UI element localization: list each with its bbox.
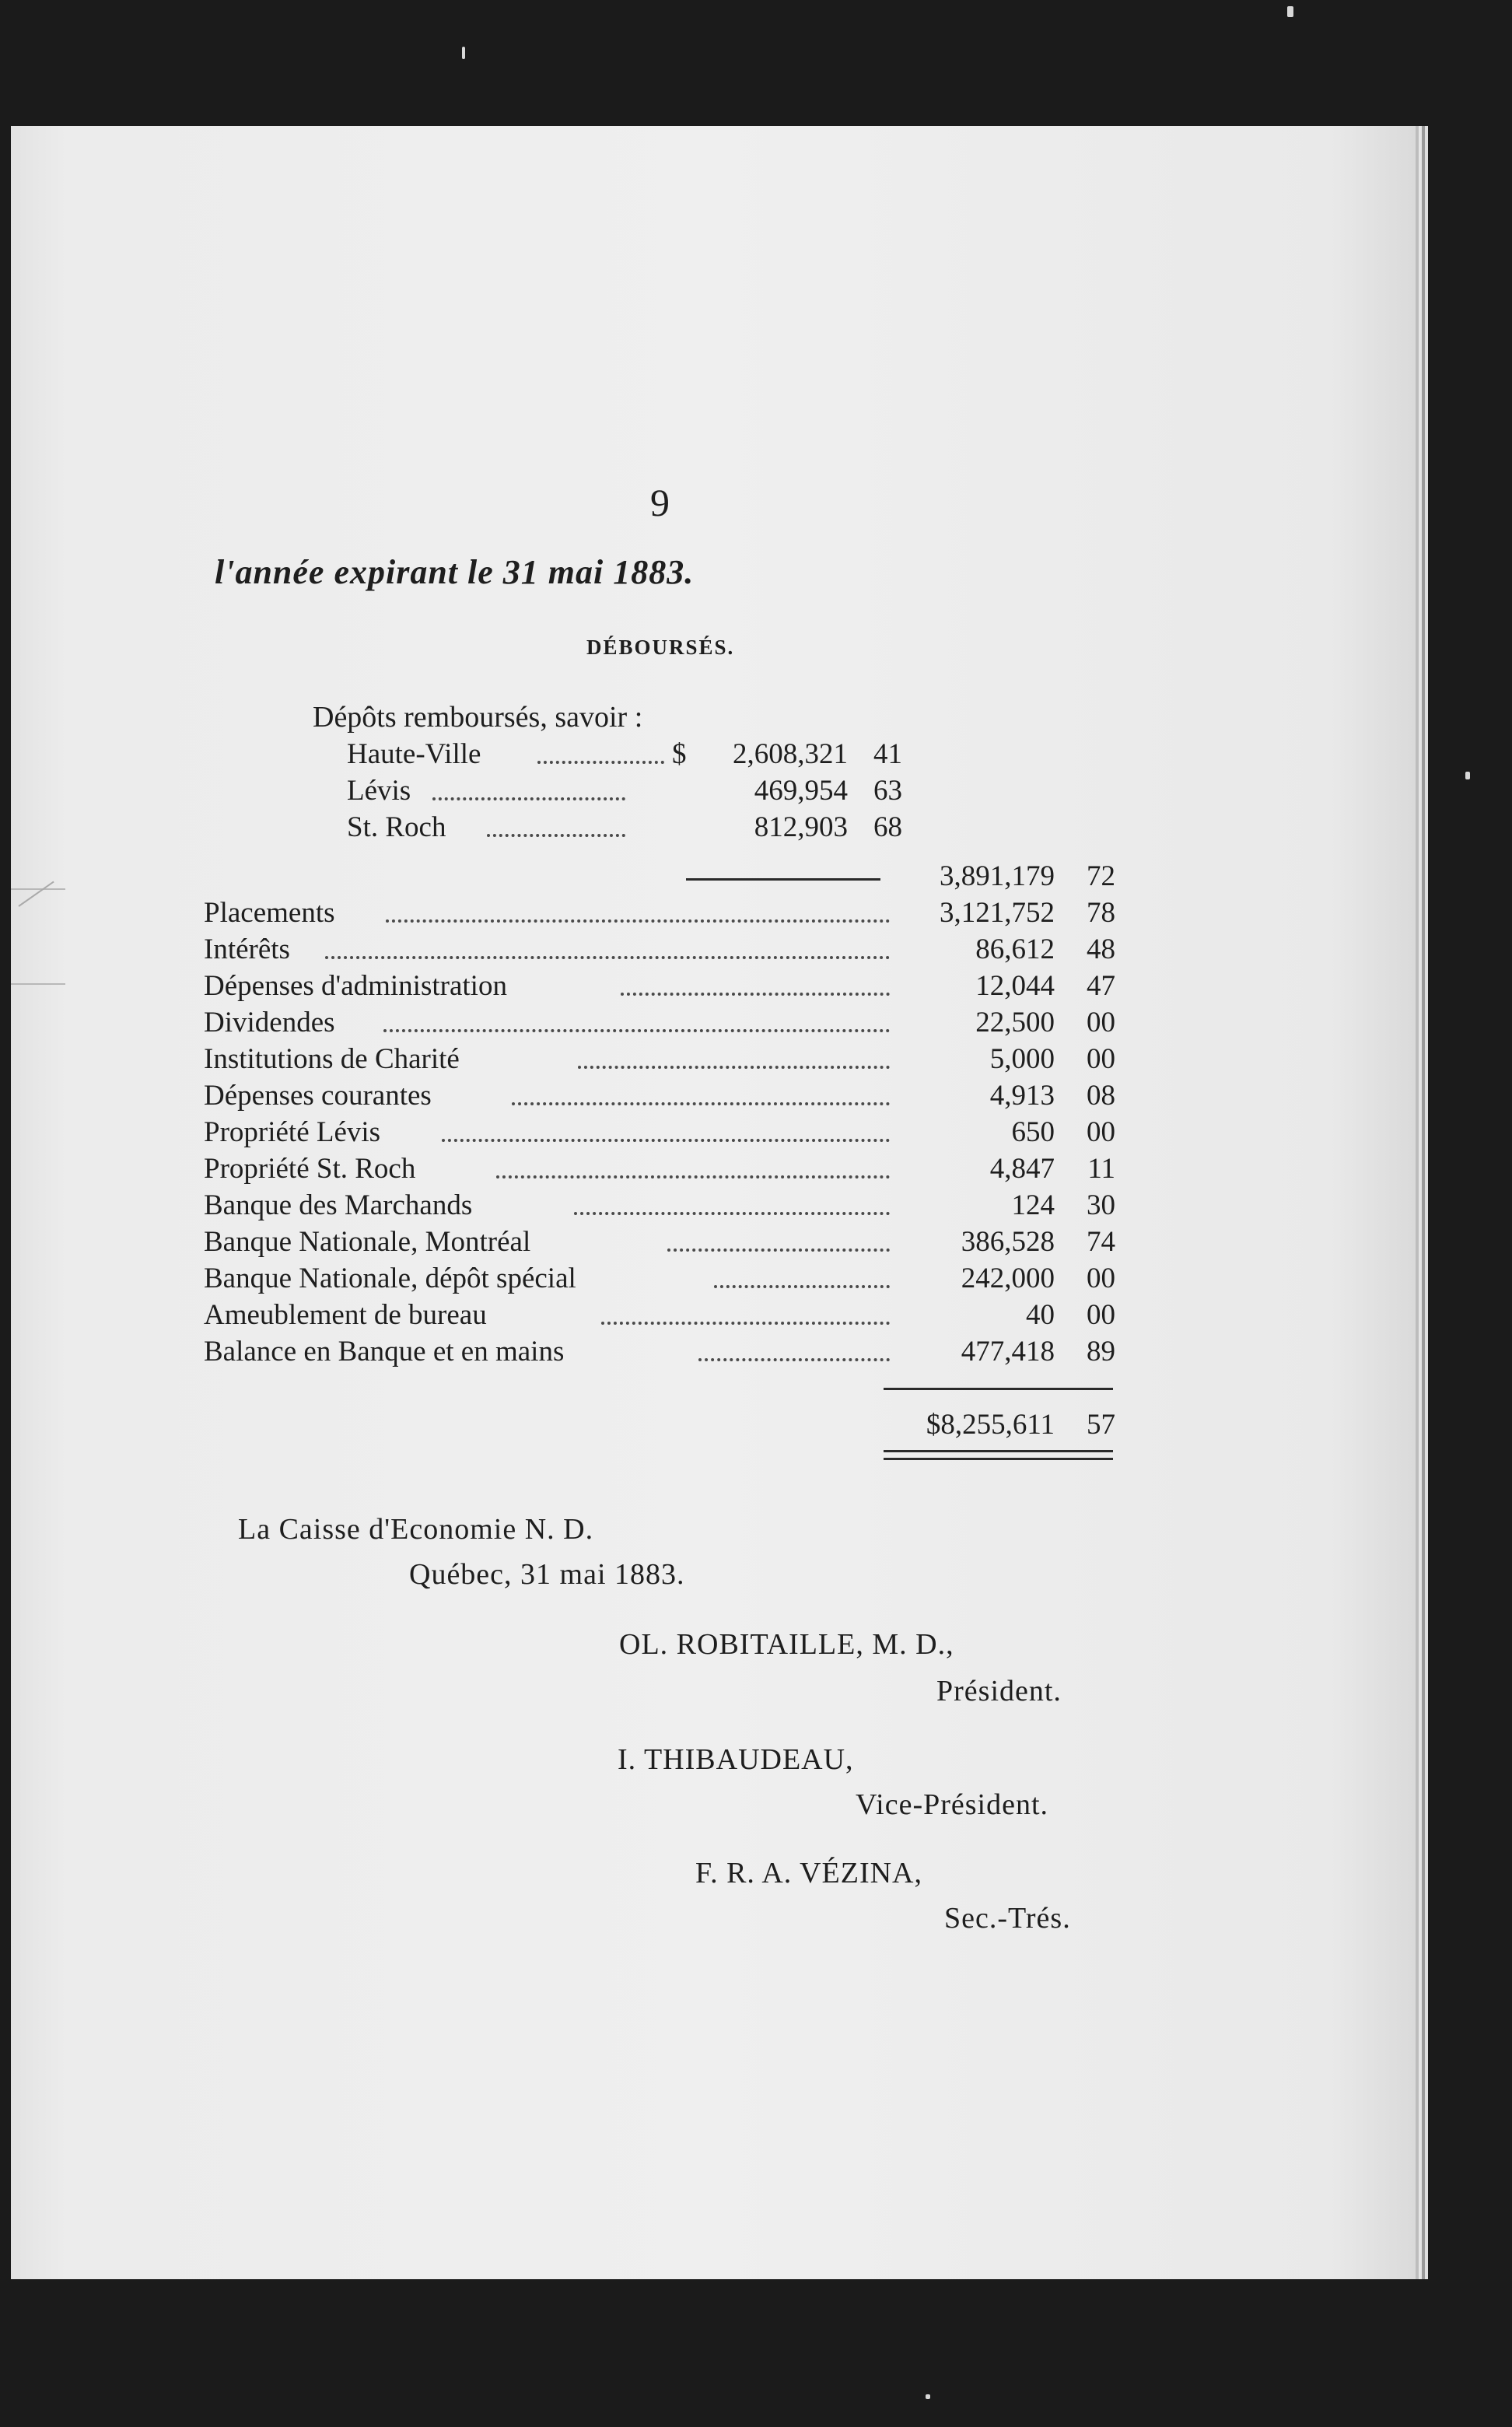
expense-cents: 00 [1087,1043,1115,1075]
expense-cents: 00 [1087,1116,1115,1148]
expense-label: Propriété Lévis [204,1116,381,1148]
leader-dots [442,1139,890,1142]
expense-label: Propriété St. Roch [204,1153,416,1185]
leader-dots [383,1029,890,1032]
expense-cents: 74 [1087,1226,1115,1258]
deposit-cents: 63 [873,775,902,807]
expense-amount: 3,121,752 [940,897,1055,929]
document-page [11,126,1416,2279]
expense-cents: 30 [1087,1189,1115,1221]
expense-amount: 12,044 [975,970,1055,1002]
grand-total-amount: $8,255,611 [926,1409,1055,1441]
deposit-row [11,811,1416,846]
expense-row [11,1189,1416,1224]
grand-total-cents: 57 [1087,1409,1115,1441]
leader-dots [578,1066,890,1069]
deposits-header: Dépôts remboursés, savoir : [313,701,643,734]
leader-dots [698,1358,890,1361]
expense-amount: 650 [1011,1116,1055,1148]
expense-cents: 78 [1087,897,1115,929]
place-date: Québec, 31 mai 1883. [409,1558,685,1591]
expense-row [11,1006,1416,1042]
leader-dots [667,1249,890,1252]
expense-row [11,1115,1416,1151]
deposit-amount: 469,954 [754,775,848,807]
expense-label: Banque Nationale, Montréal [204,1226,531,1258]
deposit-amount: 2,608,321 [733,738,848,770]
expense-row [11,1298,1416,1334]
leader-dots [386,919,890,923]
section-title: DÉBOURSÉS. [586,636,735,659]
total-double-rule-1 [884,1450,1113,1452]
signatory-1-title: Président. [936,1675,1062,1707]
expense-row [11,969,1416,1005]
expense-amount: 124 [1011,1189,1055,1221]
expense-row [11,1079,1416,1115]
signatory-3-name: F. R. A. VÉZINA, [695,1857,923,1889]
deposit-cents: 41 [873,738,902,770]
deposit-label: St. Roch [347,811,446,843]
expense-row [11,896,1416,932]
leader-dots [574,1212,890,1215]
leader-dots [325,956,890,959]
expense-label: Banque des Marchands [204,1189,473,1221]
expense-amount: 242,000 [961,1263,1055,1294]
expense-row [11,1225,1416,1261]
expense-cents: 89 [1087,1336,1115,1368]
expense-amount: 40 [1026,1299,1055,1331]
leader-dots [714,1285,890,1288]
leader-dots [432,797,625,800]
expense-amount: 477,418 [961,1336,1055,1368]
expense-cents: 00 [1087,1299,1115,1331]
subtotal-rule [686,878,880,881]
expense-row [11,933,1416,968]
leader-dots [487,834,625,837]
deposits-total-amount: 3,891,179 [940,860,1055,892]
page-heading: l'année expirant le 31 mai 1883. [215,553,695,591]
total-top-rule [884,1388,1113,1390]
expense-row [11,1152,1416,1188]
expense-row [11,1335,1416,1371]
institution-name: La Caisse d'Economie N. D. [238,1513,594,1546]
signatory-1-name: OL. ROBITAILLE, M. D., [619,1628,954,1661]
deposit-cents: 68 [873,811,902,843]
leader-dots [512,1102,890,1105]
expense-label: Placements [204,897,335,929]
dust-speck [1287,6,1293,17]
expense-label: Institutions de Charité [204,1043,460,1075]
expense-amount: 22,500 [975,1007,1055,1038]
deposit-amount: 812,903 [754,811,848,843]
expense-amount: 5,000 [989,1043,1055,1075]
expense-label: Dépenses d'administration [204,970,507,1002]
leader-dots [601,1322,890,1325]
signatory-2-name: I. THIBAUDEAU, [618,1743,854,1776]
page-number: 9 [650,481,670,524]
expense-label: Balance en Banque et en mains [204,1336,565,1368]
leader-dots [537,761,664,764]
dust-speck [1465,772,1470,779]
expense-amount: 4,847 [989,1153,1055,1185]
deposit-row [11,774,1416,810]
expense-label: Dépenses courantes [204,1080,432,1112]
expense-label: Ameublement de bureau [204,1299,487,1331]
expense-amount: 86,612 [975,933,1055,965]
dust-speck [926,2394,930,2399]
deposits-total-cents: 72 [1087,860,1115,892]
expense-cents: 48 [1087,933,1115,965]
expense-cents: 08 [1087,1080,1115,1112]
leader-dots [496,1175,890,1178]
expense-label: Banque Nationale, dépôt spécial [204,1263,576,1294]
signatory-2-title: Vice-Président. [856,1788,1049,1821]
deposit-label: Haute-Ville [347,738,481,770]
expense-cents: 47 [1087,970,1115,1002]
expense-amount: 386,528 [961,1226,1055,1258]
expense-cents: 00 [1087,1007,1115,1038]
total-double-rule-2 [884,1458,1113,1460]
expense-row [11,1262,1416,1298]
currency-sign: $ [672,738,687,770]
expense-cents: 11 [1087,1153,1115,1185]
expense-amount: 4,913 [989,1080,1055,1112]
expense-row [11,1042,1416,1078]
signatory-3-title: Sec.-Trés. [944,1902,1071,1935]
expense-cents: 00 [1087,1263,1115,1294]
leader-dots [621,993,890,996]
deposit-label: Lévis [347,775,411,807]
expense-label: Dividendes [204,1007,335,1038]
dust-speck [462,47,465,59]
deposit-row [11,737,1416,773]
expense-label: Intérêts [204,933,290,965]
